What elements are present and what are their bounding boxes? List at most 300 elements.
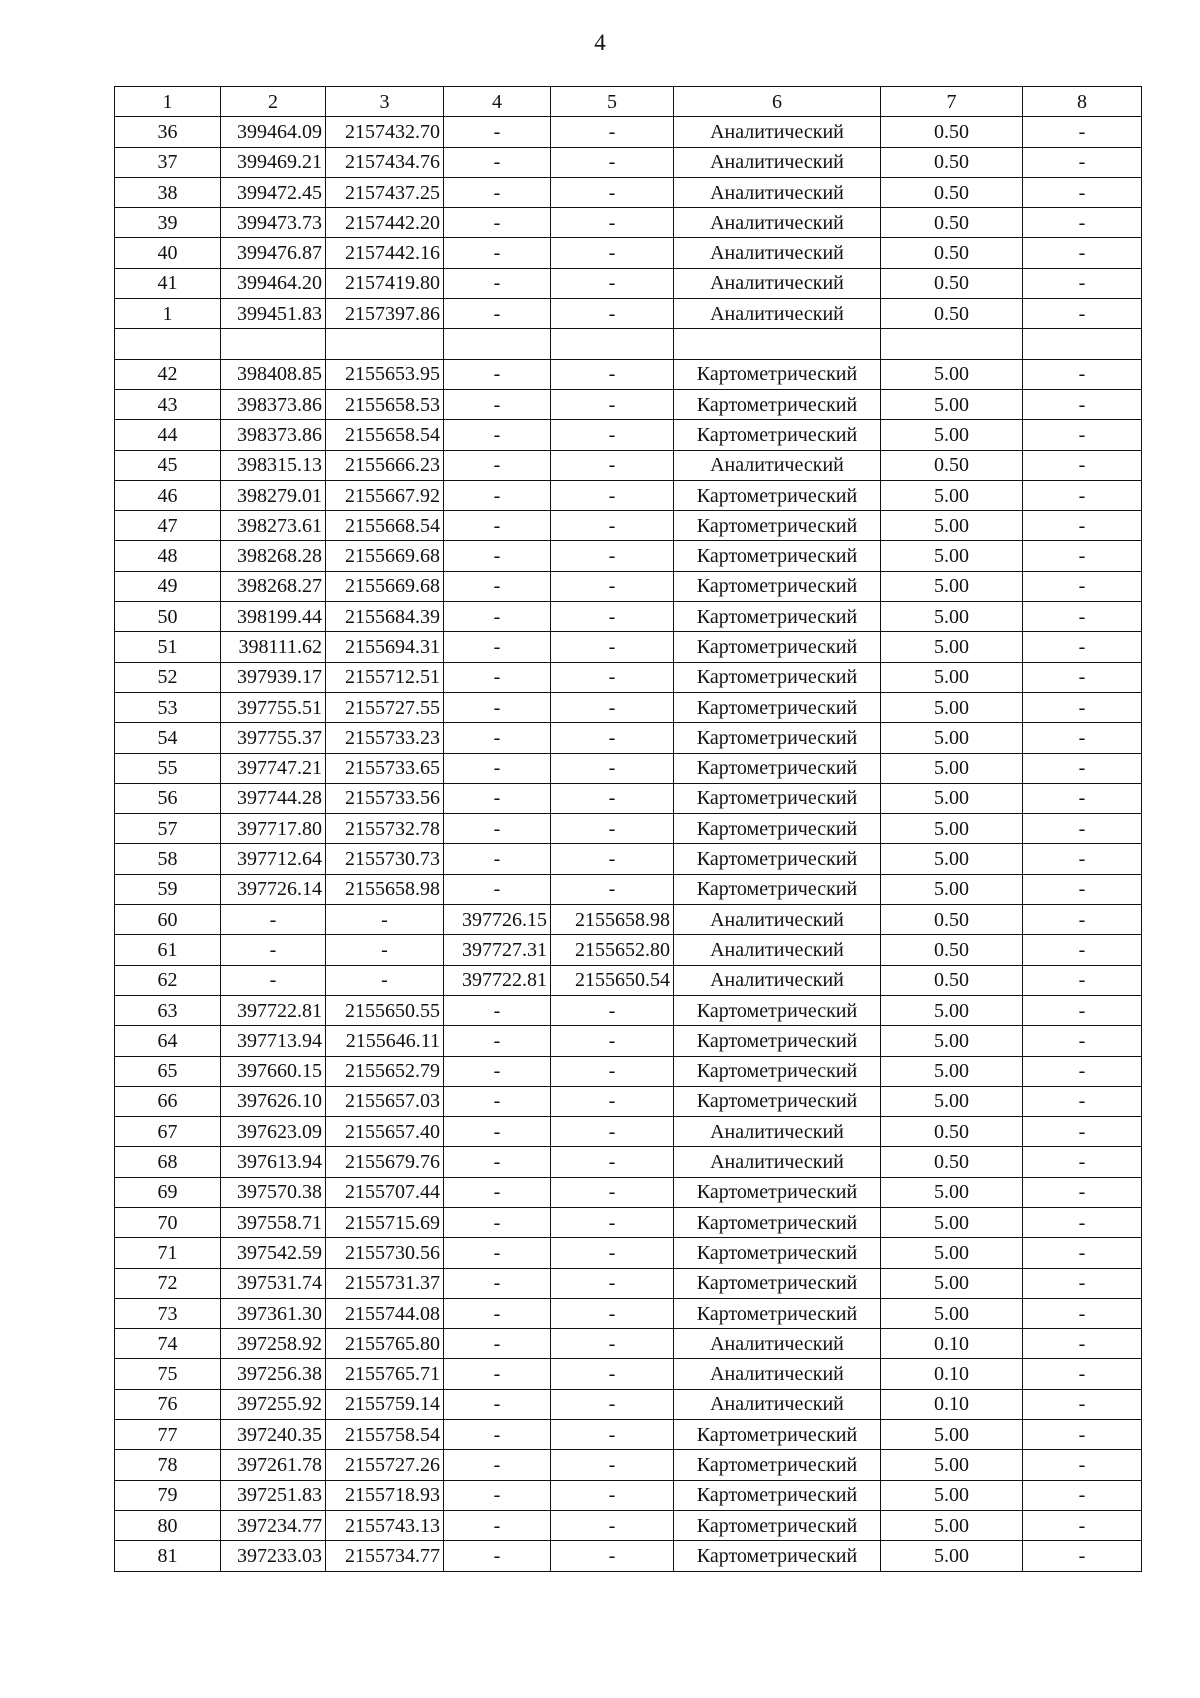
table-cell: - (444, 844, 551, 874)
table-cell: - (551, 420, 674, 450)
table-cell: 398268.27 (221, 571, 326, 601)
table-cell: 5.00 (881, 692, 1023, 722)
table-cell: - (1023, 662, 1142, 692)
table-cell: 2155765.71 (326, 1359, 444, 1389)
table-cell: Картометрический (674, 783, 881, 813)
table-cell: 2155650.54 (551, 965, 674, 995)
table-cell: - (1023, 995, 1142, 1025)
table-cell: 2155669.68 (326, 541, 444, 571)
table-row (115, 1056, 1142, 1086)
table-cell: Картометрический (674, 541, 881, 571)
table-cell: 74 (115, 1329, 221, 1359)
table-row (115, 511, 1142, 541)
table-cell: Аналитический (674, 177, 881, 207)
table-cell: - (1023, 147, 1142, 177)
table-cell: - (551, 1238, 674, 1268)
table-cell: 5.00 (881, 511, 1023, 541)
table-cell: Картометрический (674, 1207, 881, 1237)
table-cell: 397531.74 (221, 1268, 326, 1298)
table-cell: - (551, 268, 674, 298)
table-cell: - (444, 208, 551, 238)
table-cell: 398373.86 (221, 389, 326, 419)
table-cell: Картометрический (674, 753, 881, 783)
table-cell: - (551, 1086, 674, 1116)
table-cell: 399473.73 (221, 208, 326, 238)
table-cell: 397747.21 (221, 753, 326, 783)
table-cell: 2155658.54 (326, 420, 444, 450)
table-cell: 2155730.56 (326, 1238, 444, 1268)
table-cell: - (1023, 1177, 1142, 1207)
table-cell: - (551, 238, 674, 268)
table-cell: 54 (115, 723, 221, 753)
table-cell: - (1023, 602, 1142, 632)
table-cell: 53 (115, 692, 221, 722)
table-cell: 68 (115, 1147, 221, 1177)
table-cell: - (326, 965, 444, 995)
column-header-3: 3 (326, 87, 444, 117)
table-cell: Картометрический (674, 1541, 881, 1571)
table-cell: 398273.61 (221, 511, 326, 541)
table-cell: 0.10 (881, 1359, 1023, 1389)
table-cell: - (444, 511, 551, 541)
table-cell: - (444, 389, 551, 419)
table-cell: 398315.13 (221, 450, 326, 480)
table-cell: 2157434.76 (326, 147, 444, 177)
table-cell: 79 (115, 1480, 221, 1510)
table-row (115, 602, 1142, 632)
table-cell: - (444, 783, 551, 813)
table-cell: - (444, 1510, 551, 1540)
column-header-5: 5 (551, 87, 674, 117)
table-cell: 81 (115, 1541, 221, 1571)
table-cell: 397717.80 (221, 814, 326, 844)
table-cell: 5.00 (881, 571, 1023, 601)
table-cell: 49 (115, 571, 221, 601)
table-cell: 62 (115, 965, 221, 995)
table-cell: 2155733.23 (326, 723, 444, 753)
table-cell: - (551, 1147, 674, 1177)
table-cell: 76 (115, 1389, 221, 1419)
table-cell: Аналитический (674, 117, 881, 147)
table-cell: 397233.03 (221, 1541, 326, 1571)
table-cell: Аналитический (674, 208, 881, 238)
table-cell: 2157419.80 (326, 268, 444, 298)
table-cell: Картометрический (674, 359, 881, 389)
table-cell: - (444, 1056, 551, 1086)
table-cell: 397727.31 (444, 935, 551, 965)
table-cell: - (551, 814, 674, 844)
table-cell: 397939.17 (221, 662, 326, 692)
table-cell: - (1023, 632, 1142, 662)
table-cell: Картометрический (674, 1056, 881, 1086)
table-cell: 5.00 (881, 420, 1023, 450)
table-cell: - (444, 1480, 551, 1510)
table-cell: - (1023, 299, 1142, 329)
table-cell: 0.10 (881, 1329, 1023, 1359)
table-cell (551, 329, 674, 359)
table-cell: 399472.45 (221, 177, 326, 207)
table-cell: 0.50 (881, 965, 1023, 995)
table-cell: - (551, 299, 674, 329)
table-cell: 397542.59 (221, 1238, 326, 1268)
table-cell: - (444, 1268, 551, 1298)
table-cell: 397626.10 (221, 1086, 326, 1116)
table-cell: 47 (115, 511, 221, 541)
table-cell: 5.00 (881, 1056, 1023, 1086)
table-cell: - (444, 1147, 551, 1177)
table-cell: - (1023, 1329, 1142, 1359)
table-cell: - (1023, 1298, 1142, 1328)
table-row (115, 1268, 1142, 1298)
table-cell: Аналитический (674, 1117, 881, 1147)
table-cell: 399451.83 (221, 299, 326, 329)
table-cell: Картометрический (674, 692, 881, 722)
table-row (115, 1117, 1142, 1147)
table-cell: 2157432.70 (326, 117, 444, 147)
table-cell: 2155658.53 (326, 389, 444, 419)
table-cell: 44 (115, 420, 221, 450)
table-cell: 2155657.40 (326, 1117, 444, 1147)
table-cell: Аналитический (674, 238, 881, 268)
table-row (115, 420, 1142, 450)
table-cell: - (551, 147, 674, 177)
table-cell: - (1023, 753, 1142, 783)
table-row (115, 632, 1142, 662)
table-row (115, 662, 1142, 692)
table-row (115, 571, 1142, 601)
table-cell: - (1023, 844, 1142, 874)
table-cell: - (551, 874, 674, 904)
table-cell: Картометрический (674, 511, 881, 541)
table-cell: 5.00 (881, 1541, 1023, 1571)
table-cell: - (551, 511, 674, 541)
table-cell: - (444, 268, 551, 298)
table-cell: - (1023, 541, 1142, 571)
table-cell: - (551, 692, 674, 722)
table-cell: 397755.51 (221, 692, 326, 722)
table-cell: 2155733.56 (326, 783, 444, 813)
table-cell: 5.00 (881, 1207, 1023, 1237)
table-cell: 398199.44 (221, 602, 326, 632)
table-cell: 51 (115, 632, 221, 662)
table-cell: - (551, 480, 674, 510)
table-cell: 38 (115, 177, 221, 207)
table-cell: Картометрический (674, 1268, 881, 1298)
table-cell: 2155666.23 (326, 450, 444, 480)
table-cell: - (1023, 117, 1142, 147)
table-cell: - (444, 177, 551, 207)
table-cell (881, 329, 1023, 359)
table-cell: Аналитический (674, 965, 881, 995)
table-cell: 2155658.98 (551, 905, 674, 935)
table-row (115, 905, 1142, 935)
column-header-4: 4 (444, 87, 551, 117)
table-cell: 2155731.37 (326, 1268, 444, 1298)
table-cell: - (1023, 511, 1142, 541)
table-cell: - (444, 117, 551, 147)
table-cell: - (221, 935, 326, 965)
table-cell: - (551, 1359, 674, 1389)
table-cell: 2157442.16 (326, 238, 444, 268)
table-cell: 2155652.80 (551, 935, 674, 965)
table-row (115, 844, 1142, 874)
table-cell: Картометрический (674, 1450, 881, 1480)
table-cell: Картометрический (674, 662, 881, 692)
table-cell: 397722.81 (221, 995, 326, 1025)
table-cell: 2157437.25 (326, 177, 444, 207)
table-row (115, 1420, 1142, 1450)
table-cell: - (551, 783, 674, 813)
table-cell: 398111.62 (221, 632, 326, 662)
table-row (115, 238, 1142, 268)
table-cell: - (444, 359, 551, 389)
table-cell: 72 (115, 1268, 221, 1298)
table-cell: 58 (115, 844, 221, 874)
table-cell: 66 (115, 1086, 221, 1116)
table-cell (444, 329, 551, 359)
table-cell: - (1023, 177, 1142, 207)
table-cell: - (444, 874, 551, 904)
table-cell: 398268.28 (221, 541, 326, 571)
table-cell: 2155650.55 (326, 995, 444, 1025)
table-cell: - (1023, 571, 1142, 601)
table-cell: 5.00 (881, 723, 1023, 753)
table-cell: - (444, 1541, 551, 1571)
table-cell: - (551, 1450, 674, 1480)
table-cell: 43 (115, 389, 221, 419)
table-cell: 5.00 (881, 359, 1023, 389)
table-cell: 398279.01 (221, 480, 326, 510)
table-cell: - (551, 1026, 674, 1056)
table-cell: Аналитический (674, 1329, 881, 1359)
table-cell: Аналитический (674, 1147, 881, 1177)
table-cell: 5.00 (881, 389, 1023, 419)
table-cell: 397240.35 (221, 1420, 326, 1450)
table-cell: 397744.28 (221, 783, 326, 813)
table-cell: 5.00 (881, 1026, 1023, 1056)
table-cell: 5.00 (881, 995, 1023, 1025)
table-cell: Картометрический (674, 814, 881, 844)
table-cell: 2155727.55 (326, 692, 444, 722)
table-cell: 399464.20 (221, 268, 326, 298)
table-cell (115, 329, 221, 359)
table-cell: - (551, 389, 674, 419)
table-cell: - (444, 692, 551, 722)
table-cell: 5.00 (881, 874, 1023, 904)
table-cell: 397712.64 (221, 844, 326, 874)
table-cell: 397558.71 (221, 1207, 326, 1237)
table-cell: 0.10 (881, 1389, 1023, 1419)
table-cell: 80 (115, 1510, 221, 1540)
table-cell: 2155744.08 (326, 1298, 444, 1328)
table-cell: 397258.92 (221, 1329, 326, 1359)
column-header-7: 7 (881, 87, 1023, 117)
table-row (115, 299, 1142, 329)
table-cell: 5.00 (881, 1420, 1023, 1450)
table-cell: - (444, 1026, 551, 1056)
table-row (115, 177, 1142, 207)
table-row (115, 1510, 1142, 1540)
table-cell: 0.50 (881, 450, 1023, 480)
table-cell: 397722.81 (444, 965, 551, 995)
table-cell: - (326, 935, 444, 965)
table-cell: - (444, 1298, 551, 1328)
table-cell: - (1023, 359, 1142, 389)
table-row (115, 268, 1142, 298)
table-cell: - (221, 905, 326, 935)
table-row (115, 1541, 1142, 1571)
table-cell: - (551, 632, 674, 662)
table-cell: 2155658.98 (326, 874, 444, 904)
table-row (115, 1480, 1142, 1510)
table-cell: - (1023, 965, 1142, 995)
column-header-8: 8 (1023, 87, 1142, 117)
table-cell: - (444, 723, 551, 753)
table-cell: Картометрический (674, 389, 881, 419)
table-cell: 65 (115, 1056, 221, 1086)
table-cell: - (1023, 783, 1142, 813)
table-cell: - (551, 208, 674, 238)
table-cell: 71 (115, 1238, 221, 1268)
table-cell: - (551, 1177, 674, 1207)
coordinates-table (114, 86, 1142, 1572)
table-cell: 2155732.78 (326, 814, 444, 844)
table-cell: 56 (115, 783, 221, 813)
table-cell: - (1023, 1147, 1142, 1177)
table-cell: 55 (115, 753, 221, 783)
table-cell: 0.50 (881, 147, 1023, 177)
table-cell: - (326, 905, 444, 935)
table-cell: - (444, 1450, 551, 1480)
table-cell: 397255.92 (221, 1389, 326, 1419)
table-cell: Картометрический (674, 602, 881, 632)
table-cell: 397361.30 (221, 1298, 326, 1328)
table-cell: 397261.78 (221, 1450, 326, 1480)
table-cell: 2155759.14 (326, 1389, 444, 1419)
table-cell: - (551, 1268, 674, 1298)
table-cell: 0.50 (881, 905, 1023, 935)
table-cell: Картометрический (674, 1026, 881, 1056)
table-cell: 2155727.26 (326, 1450, 444, 1480)
table-cell: 50 (115, 602, 221, 632)
table-cell: - (551, 541, 674, 571)
table-cell: - (444, 480, 551, 510)
table-cell: 2155712.51 (326, 662, 444, 692)
table-cell: 64 (115, 1026, 221, 1056)
table-cell: - (1023, 905, 1142, 935)
table-cell: 5.00 (881, 1298, 1023, 1328)
table-row (115, 1389, 1142, 1419)
table-row (115, 147, 1142, 177)
table-cell: 61 (115, 935, 221, 965)
table-cell: 36 (115, 117, 221, 147)
table-cell: 77 (115, 1420, 221, 1450)
table-cell: 2157442.20 (326, 208, 444, 238)
table-cell (1023, 329, 1142, 359)
table-cell: 37 (115, 147, 221, 177)
table-cell: Картометрический (674, 1238, 881, 1268)
table-row (115, 1147, 1142, 1177)
table-cell: - (1023, 268, 1142, 298)
table-cell: 5.00 (881, 541, 1023, 571)
table-cell: - (1023, 723, 1142, 753)
table-cell: Картометрический (674, 1298, 881, 1328)
table-cell: Картометрический (674, 995, 881, 1025)
table-cell: - (1023, 1207, 1142, 1237)
table-cell: - (444, 995, 551, 1025)
table-cell: - (444, 571, 551, 601)
table-cell: - (551, 723, 674, 753)
table-row (115, 814, 1142, 844)
table-cell: 2155646.11 (326, 1026, 444, 1056)
table-cell: 5.00 (881, 602, 1023, 632)
table-cell: - (1023, 814, 1142, 844)
table-row (115, 753, 1142, 783)
table-cell: 2155707.44 (326, 1177, 444, 1207)
table-cell: 0.50 (881, 1147, 1023, 1177)
table-cell: 48 (115, 541, 221, 571)
table-cell: Аналитический (674, 1389, 881, 1419)
table-cell: 397570.38 (221, 1177, 326, 1207)
table-cell: - (221, 965, 326, 995)
table-cell: 2157397.86 (326, 299, 444, 329)
page-number: 4 (594, 30, 606, 55)
table-cell: 41 (115, 268, 221, 298)
table-cell: 5.00 (881, 783, 1023, 813)
table-cell: 69 (115, 1177, 221, 1207)
table-cell: - (551, 995, 674, 1025)
table-cell: 5.00 (881, 632, 1023, 662)
table-row (115, 995, 1142, 1025)
table-cell: 5.00 (881, 662, 1023, 692)
table-cell: - (1023, 208, 1142, 238)
table-cell: 0.50 (881, 238, 1023, 268)
table-cell: - (444, 299, 551, 329)
table-cell: - (1023, 1359, 1142, 1389)
table-cell: - (551, 1298, 674, 1328)
table-cell: - (551, 1510, 674, 1540)
table-cell (326, 329, 444, 359)
table-cell: - (551, 571, 674, 601)
table-header (115, 87, 1142, 117)
table-cell: - (1023, 238, 1142, 268)
table-cell: 399464.09 (221, 117, 326, 147)
table-row (115, 1086, 1142, 1116)
table-cell: 2155653.95 (326, 359, 444, 389)
table-cell: - (1023, 420, 1142, 450)
table-cell: - (551, 359, 674, 389)
table-cell: 78 (115, 1450, 221, 1480)
table-cell: 2155657.03 (326, 1086, 444, 1116)
table-cell: 397256.38 (221, 1359, 326, 1389)
table-cell: Картометрический (674, 723, 881, 753)
table-cell: - (1023, 1238, 1142, 1268)
table-cell: - (444, 662, 551, 692)
table-cell: 2155667.92 (326, 480, 444, 510)
table-cell: - (551, 1056, 674, 1086)
table-cell: 2155679.76 (326, 1147, 444, 1177)
table-cell: 5.00 (881, 1177, 1023, 1207)
table-cell: Картометрический (674, 1420, 881, 1450)
table-cell: - (1023, 1541, 1142, 1571)
table-cell: Аналитический (674, 450, 881, 480)
table-row (115, 389, 1142, 419)
table-cell: 5.00 (881, 753, 1023, 783)
table-cell: - (551, 1480, 674, 1510)
table-cell: Картометрический (674, 480, 881, 510)
table-cell: 397726.14 (221, 874, 326, 904)
table-cell: 398373.86 (221, 420, 326, 450)
